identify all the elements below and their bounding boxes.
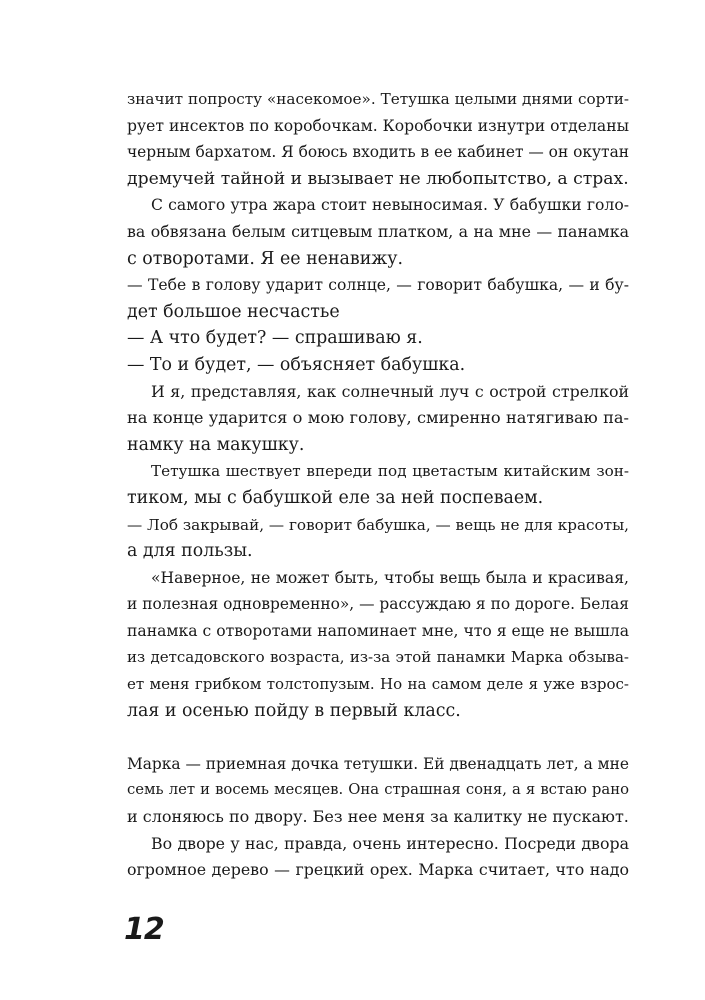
text-line: ет меня грибком толстопузым. Но на самом деле я уже взрос- xyxy=(127,675,629,694)
text-line: «Наверное, не может быть, чтобы вещь была и красивая, xyxy=(151,568,629,587)
text-line: С самого утра жара стоит невыносимая. У бабушки голо- xyxy=(151,196,629,215)
text-line: на конце ударится о мою голову, смиренно натягиваю па- xyxy=(127,408,629,428)
text-line: Марка — приемная дочка тетушки. Ей двенадцать лет, а мне xyxy=(127,754,629,773)
text-line: лая и осенью пойду в первый класс. xyxy=(127,700,461,721)
body-text xyxy=(127,86,629,884)
page-number: 12 xyxy=(124,912,164,947)
section-gap xyxy=(127,724,629,751)
text-line: с отворотами. Я ее ненавижу. xyxy=(127,248,404,269)
text-line: семь лет и восемь месяцев. Она страшная соня, а я встаю рано xyxy=(127,781,629,799)
text-line: — А что будет? — спрашиваю я. xyxy=(127,328,423,349)
text-line: и полезная одновременно», — рассуждаю я по дороге. Белая xyxy=(127,595,629,614)
text-line: и слоняюсь по двору. Без нее меня за калитку не пускают. xyxy=(127,807,629,827)
text-line: намку на макушку. xyxy=(127,434,305,455)
text-line: — Лоб закрывай, — говорит бабушка, — вещь не для красоты, xyxy=(127,515,629,534)
text-line: панамка с отворотами напоминает мне, что я еще не вышла xyxy=(127,621,629,640)
text-line: Во дворе у нас, правда, очень интересно. Посреди двора xyxy=(151,833,629,853)
text-line: — Тебе в голову ударит солнце, — говорит бабушка, — и бу- xyxy=(127,276,629,295)
text-line: огромное дерево — грецкий орех. Марка считает, что надо xyxy=(127,860,629,880)
text-line: дет большое несчастье xyxy=(127,301,340,322)
text-line: значит попросту «насекомое». Тетушка целыми днями сорти- xyxy=(127,90,629,108)
text-line: Тетушка шествует впереди под цветастым китайским зон- xyxy=(151,462,629,481)
text-line: дремучей тайной и вызывает не любопытство, а страх. xyxy=(127,168,629,189)
text-line: ва обвязана белым ситцевым платком, а на мне — панамка xyxy=(127,221,629,241)
text-line: рует инсектов по коробочкам. Коробочки изнутри отделаны xyxy=(127,116,629,135)
text-line: — То и будет, — объясняет бабушка. xyxy=(127,354,466,375)
text-line: а для пользы. xyxy=(127,541,253,562)
text-line: И я, представляя, как солнечный луч с острой стрелкой xyxy=(151,381,629,401)
text-line: черным бархатом. Я боюсь входить в ее кабинет — он окутан xyxy=(127,143,629,162)
text-line: тиком, мы с бабушкой еле за ней поспеваем. xyxy=(127,487,544,508)
text-line: из детсадовского возраста, из-за этой панамки Марка обзыва- xyxy=(127,648,629,667)
